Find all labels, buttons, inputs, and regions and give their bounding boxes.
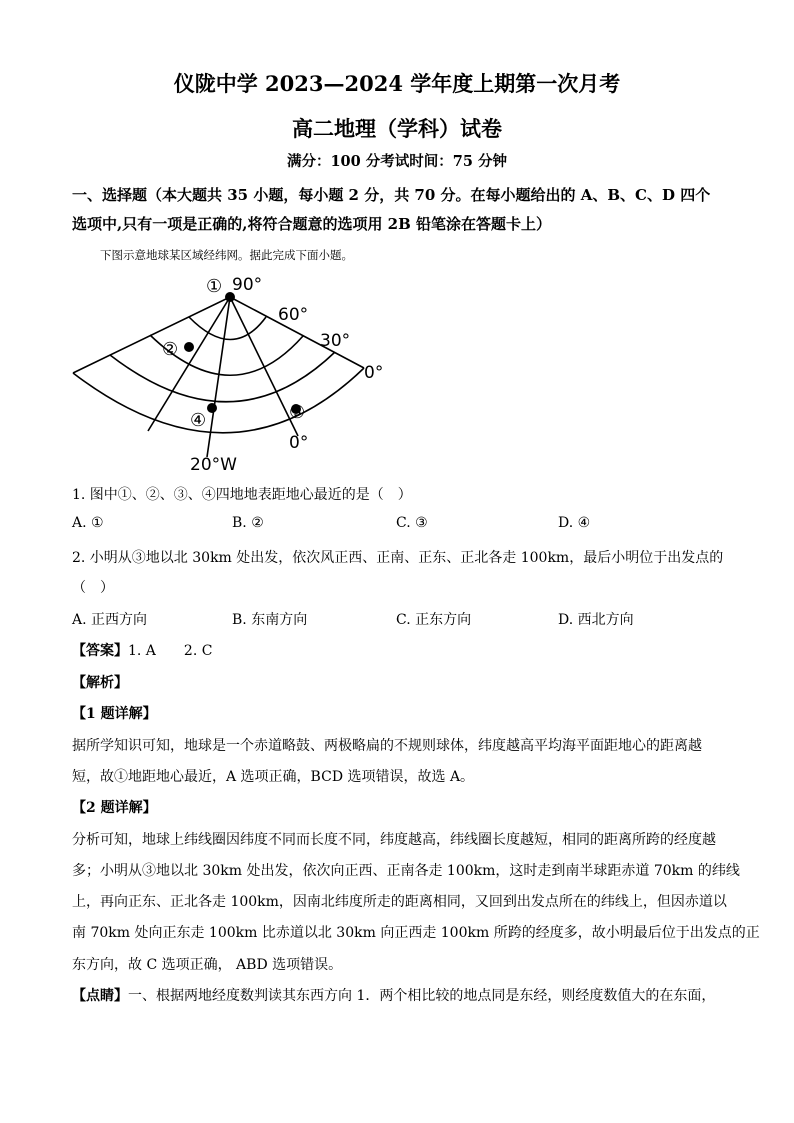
exam-meta: 满分：100 分考试时间：75 分钟 [286, 153, 508, 170]
section-heading-line1: 一、选择题（本大题共 35 小题，每小题 2 分，共 70 分。在每小题给出的 A、B、C、D 四个 [72, 186, 711, 204]
detail2-line4: 南 70km 处向正东走 100km 比赤道以北 30km 向正西走 100km 所跨的经度多，故小明最后位于出发点的正 [72, 925, 760, 941]
section-heading-line2: 选项中,只有一项是正确的,将符合题意的选项用 2B 铅笔涂在答题卡上） [72, 215, 552, 233]
exam-title: 仪陇中学 2023—2024 学年度上期第一次月考 [173, 71, 621, 96]
label-lat-60: 60° [278, 305, 309, 325]
label-point-2: ② [162, 339, 179, 360]
tip-tag: 【点睛】 [72, 988, 128, 1004]
label-lon-0: 0° [289, 433, 309, 453]
q2-option-d: D. 西北方向 [558, 612, 634, 628]
detail2-tag: 【2 题详解】 [72, 800, 157, 816]
label-point-3: ③ [289, 402, 306, 423]
detail2-line1: 分析可知，地球上纬线圈因纬度不同而长度不同，纬度越高，纬线圈长度越短，相同的距离所跨的经度越 [72, 832, 716, 848]
q1-option-d: D. ④ [558, 515, 591, 531]
analysis-tag: 【解析】 [72, 675, 128, 691]
label-point-1: ① [206, 276, 223, 297]
q1-option-b: B. ② [232, 515, 264, 531]
detail1-line2: 短，故①地距地心最近，A 选项正确，BCD 选项错误，故选 A。 [72, 769, 475, 785]
point-2 [184, 342, 194, 352]
point-4 [207, 403, 217, 413]
detail1-line1: 据所学知识可知，地球是一个赤道略鼓、两极略扁的不规则球体，纬度越高平均海平面距地心的距离越 [72, 738, 702, 754]
tip-text: 一、根据两地经度数判读其东西方向 1．两个相比较的地点同是东经，则经度数值大的在东面， [128, 988, 716, 1004]
label-lat-90: 90° [232, 275, 263, 295]
q2-option-c: C. 正东方向 [396, 612, 472, 628]
detail1-tag: 【1 题详解】 [72, 706, 157, 722]
label-lat-30: 30° [320, 331, 351, 351]
q2-option-a: A. 正西方向 [72, 612, 148, 628]
detail2-line5: 东方向，故 C 选项正确， ABD 选项错误。 [72, 957, 343, 973]
tip-line [72, 985, 715, 1005]
lat-arc-30 [110, 352, 335, 402]
q2-stem-line1: 2. 小明从③地以北 30km 处出发，依次风正西、正南、正东、正北各走 100km，最后小明位于出发点的 [72, 550, 724, 566]
label-lat-0: 0° [364, 363, 384, 383]
label-point-4: ④ [190, 410, 207, 431]
graticule-figure [60, 268, 400, 478]
figure-intro: 下图示意地球某区域经纬网。据此完成下面小题。 [100, 248, 353, 262]
q1-option-a: A. ① [72, 515, 104, 531]
exam-subtitle: 高二地理（学科）试卷 [292, 116, 502, 141]
label-lon-20w: 20°W [190, 455, 237, 475]
q1-stem: 1. 图中①、②、③、④四地地表距地心最近的是（ ） [72, 487, 412, 503]
q1-option-c: C. ③ [396, 515, 428, 531]
lat-arc-60 [189, 317, 266, 340]
answer-line [72, 640, 212, 660]
answer-text: 1. A 2. C [128, 643, 213, 659]
detail2-line3: 上，再向正东、正北各走 100km，因南北纬度所走的距离相同，又回到出发点所在的纬线上，但因赤道以 [72, 894, 727, 910]
q2-option-b: B. 东南方向 [232, 612, 308, 628]
answer-tag: 【答案】 [72, 643, 128, 659]
detail2-line2: 多；小明从③地以北 30km 处出发，依次向正西、正南各走 100km，这时走到南半球距赤道 70km 的纬线 [72, 863, 740, 879]
q2-stem-line2: （ ） [72, 580, 114, 596]
